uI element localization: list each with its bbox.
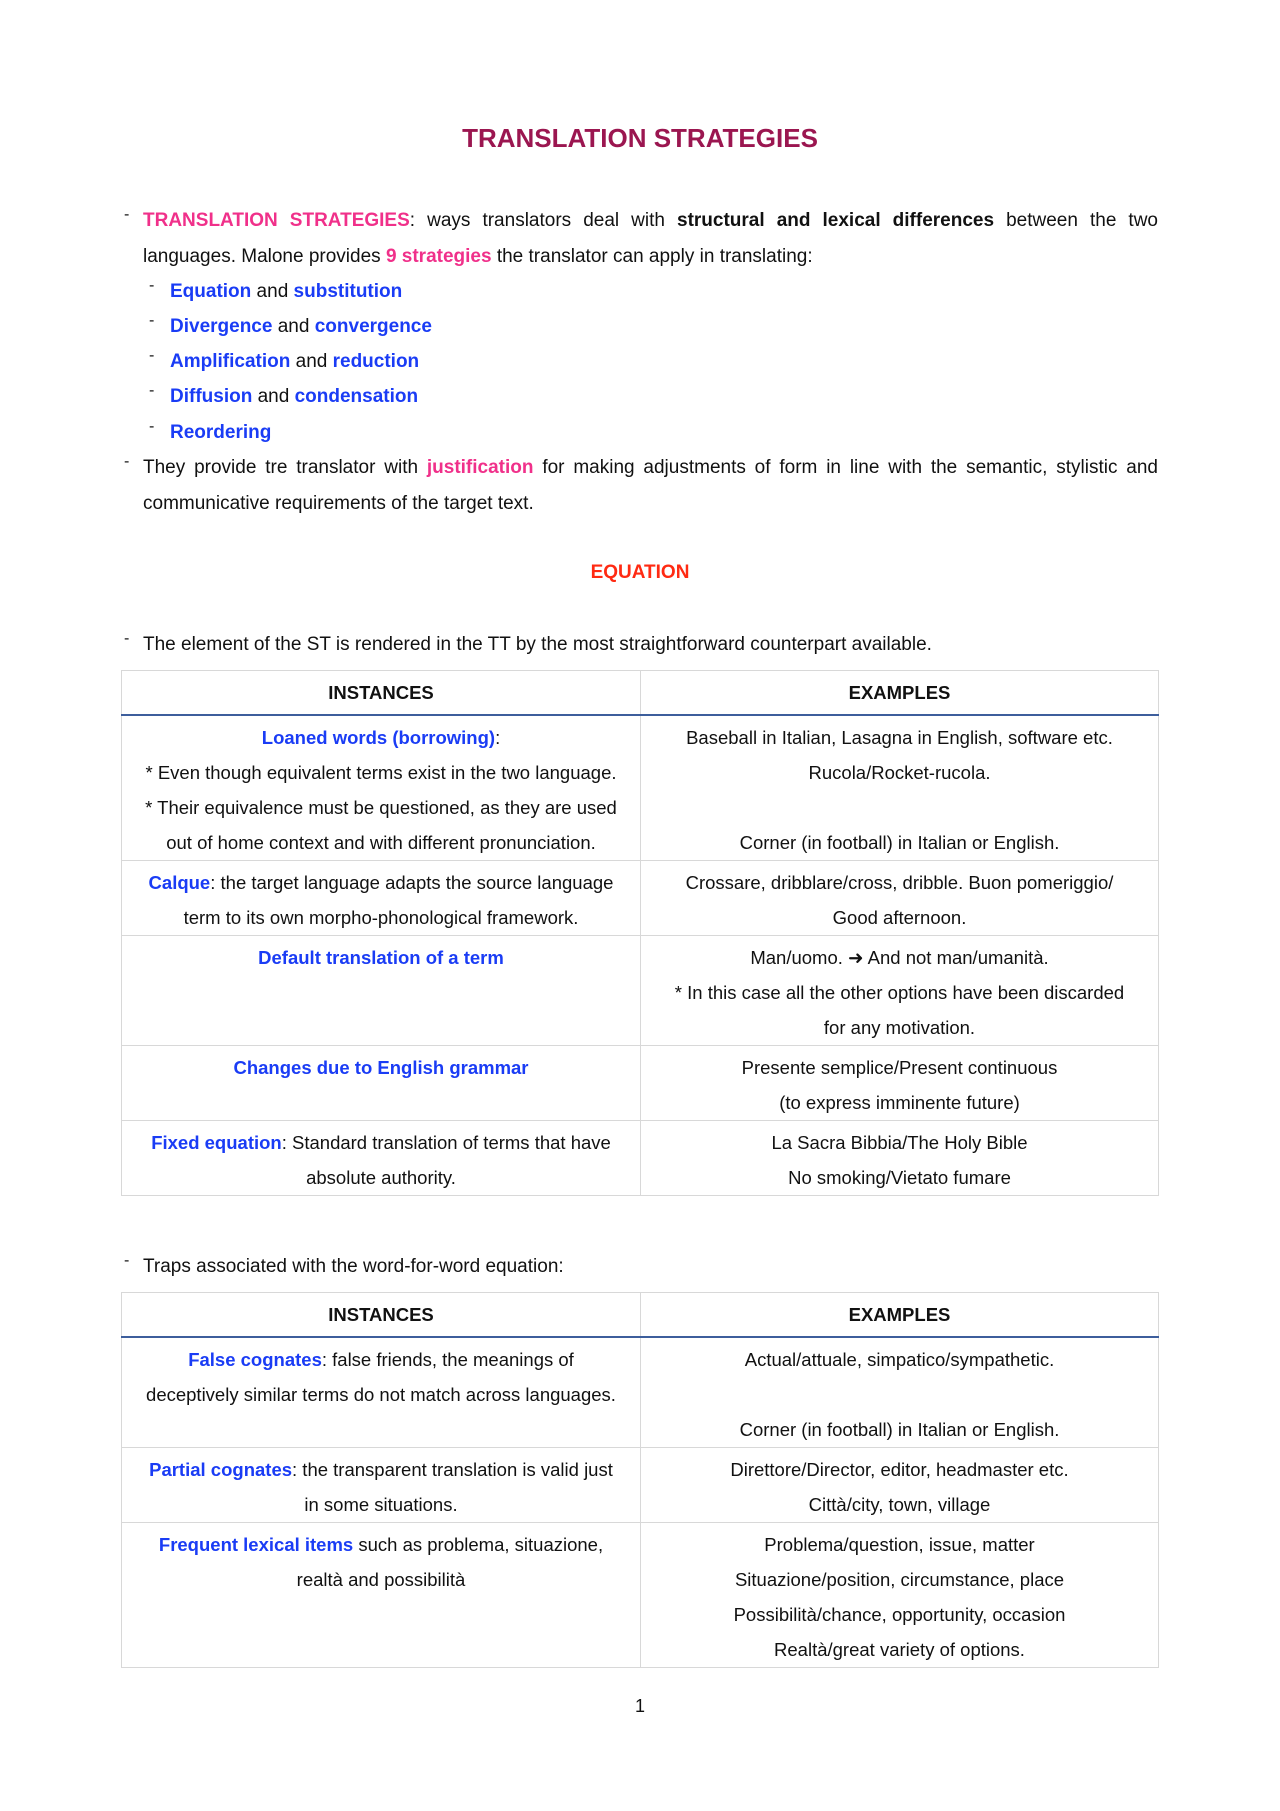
blank-line (126, 975, 636, 1010)
term-highlight: Fixed equation (151, 1132, 282, 1153)
term-highlight: Loaned words (borrowing) (261, 727, 496, 748)
instance-cell (122, 1523, 641, 1668)
example-cell (641, 1448, 1159, 1523)
cell-line (126, 1050, 636, 1085)
text-segment: Corner (in football) in Italian or English. (739, 832, 1060, 853)
text-segment: : the target language adapts the source language (210, 872, 614, 893)
cell-line (645, 1597, 1154, 1632)
cell-line (126, 1342, 636, 1377)
cell-line (645, 1527, 1154, 1562)
text-segment: and (251, 281, 294, 302)
intro-bullet-1-cont (143, 239, 1158, 274)
instance-cell (122, 1448, 641, 1523)
term-highlight: reduction (332, 351, 420, 372)
text-segment: (to express imminente future) (779, 1092, 1020, 1113)
cell-line (645, 1010, 1154, 1045)
cell-line (645, 1085, 1154, 1120)
instance-cell (122, 861, 641, 936)
cell-line (126, 900, 636, 935)
intro-bullet-1 (124, 203, 1158, 238)
text-segment: Problema/question, issue, matter (764, 1534, 1035, 1555)
cell-line (645, 1125, 1154, 1160)
instance-cell (122, 1046, 641, 1121)
cell-line (126, 1377, 636, 1412)
blank-line (126, 1010, 636, 1045)
equation-instances-table (121, 670, 1159, 1196)
cell-line (126, 755, 636, 790)
bullet-dash: - (149, 312, 155, 329)
text-segment: Città/city, town, village (808, 1494, 991, 1515)
traps-bullet-text: Traps associated with the word-for-word equation: (143, 1256, 564, 1277)
blank-line (126, 1412, 636, 1447)
cell-line (645, 1160, 1154, 1195)
key-highlight: justification (426, 457, 534, 478)
term-highlight: Equation (170, 281, 252, 302)
text-segment: Good afternoon. (832, 907, 967, 928)
text-segment: for any motivation. (823, 1017, 976, 1038)
cell-line (645, 975, 1154, 1010)
bullet-dash: - (124, 206, 130, 223)
text-segment: Crossare, dribblare/cross, dribble. Buon pomeriggio/ (685, 872, 1114, 893)
strategy-item (149, 379, 1185, 414)
text-segment: Man/uomo. ➜ And not man/umanità. (750, 947, 1049, 968)
bullet-dash: - (149, 277, 155, 294)
example-cell (641, 1046, 1159, 1121)
text-segment: Direttore/Director, editor, headmaster etc. (730, 1459, 1069, 1480)
text-segment: between the two (994, 210, 1158, 231)
traps-table (121, 1292, 1159, 1668)
text-segment: such as problema, situazione, (353, 1534, 604, 1555)
equation-bullet-text: The element of the ST is rendered in the TT by the most straightforward counterpart available. (143, 634, 932, 655)
term-highlight: Divergence (170, 316, 273, 337)
text-segment: Baseball in Italian, Lasagna in English, software etc. (686, 727, 1113, 748)
term-highlight: Diffusion (170, 386, 253, 407)
text-segment: out of home context and with different pronunciation. (166, 832, 596, 853)
equation-bullet (124, 627, 1158, 662)
example-cell (641, 1337, 1159, 1448)
text-segment: La Sacra Bibbia/The Holy Bible (771, 1132, 1028, 1153)
text-segment: They provide tre translator with (143, 457, 427, 478)
term-highlight: Changes due to English grammar (233, 1057, 529, 1078)
term-highlight: Amplification (170, 351, 291, 372)
cell-line (645, 720, 1154, 755)
text-segment: realtà and possibilità (296, 1569, 466, 1590)
cell-line (126, 1487, 636, 1522)
text-segment: : the transparent translation is valid just (292, 1459, 613, 1480)
column-header: INSTANCES (122, 1293, 641, 1338)
text-segment: for making adjustments of form in line with the semantic, stylistic and (533, 457, 1158, 478)
text-segment: Situazione/position, circumstance, place (734, 1569, 1065, 1590)
blank-line (126, 1085, 636, 1120)
cell-line (645, 1050, 1154, 1085)
cell-line (645, 1412, 1154, 1447)
strategy-item (149, 415, 1185, 450)
cell-line (126, 865, 636, 900)
cell-line (645, 900, 1154, 935)
cell-line (645, 1342, 1154, 1377)
text-segment: Corner (in football) in Italian or English. (739, 1419, 1060, 1440)
text-segment: : (495, 727, 501, 748)
text-segment: No smoking/Vietato fumare (788, 1167, 1011, 1188)
text-segment: Possibilità/chance, opportunity, occasion (733, 1604, 1066, 1625)
table-row (122, 1448, 1159, 1523)
traps-bullet (124, 1249, 1158, 1284)
bullet-dash: - (149, 418, 155, 435)
term-highlight: substitution (293, 281, 403, 302)
text-segment: Realtà/great variety of options. (774, 1639, 1025, 1660)
intro-bullet-2 (124, 450, 1158, 485)
example-cell (641, 936, 1159, 1046)
page-number: 1 (634, 1696, 645, 1716)
blank-line (126, 1597, 636, 1632)
table-row (122, 861, 1159, 936)
intro-bullet-2-cont (143, 486, 1158, 521)
strategy-item (149, 344, 1185, 379)
key-highlight: TRANSLATION STRATEGIES (143, 210, 410, 231)
term-highlight: Default translation of a term (258, 947, 504, 968)
cell-line (645, 755, 1154, 790)
blank-line (645, 1377, 1154, 1412)
bullet-dash: - (124, 630, 130, 647)
cell-line (645, 825, 1154, 860)
table-row (122, 1523, 1159, 1668)
text-segment: absolute authority. (306, 1167, 456, 1188)
strategy-item (149, 274, 1185, 309)
table-header-row (122, 1293, 1159, 1338)
table-row (122, 1121, 1159, 1196)
cell-line (126, 790, 636, 825)
term-highlight: False cognates (188, 1349, 322, 1370)
text-segment: and (252, 386, 295, 407)
text-segment: : false friends, the meanings of (321, 1349, 574, 1370)
text-segment: : Standard translation of terms that have (281, 1132, 611, 1153)
text-segment: Rucola/Rocket-rucola. (808, 762, 991, 783)
cell-line (126, 720, 636, 755)
cell-line (126, 1452, 636, 1487)
table-row (122, 1046, 1159, 1121)
bold-text: structural and lexical differences (677, 210, 995, 231)
cell-line (126, 1125, 636, 1160)
table-row (122, 936, 1159, 1046)
text-segment: and (272, 316, 315, 337)
cell-line (126, 825, 636, 860)
strategy-item (149, 309, 1185, 344)
text-segment: and (290, 351, 333, 372)
bullet-dash: - (124, 1252, 130, 1269)
cell-line (645, 1487, 1154, 1522)
text-segment: Actual/attuale, simpatico/sympathetic. (744, 1349, 1055, 1370)
key-highlight: 9 strategies (385, 246, 492, 267)
bullet-dash: - (124, 453, 130, 470)
cell-line (126, 1160, 636, 1195)
example-cell (641, 715, 1159, 861)
cell-line (126, 1562, 636, 1597)
text-segment: * In this case all the other options have been discarded (674, 982, 1125, 1003)
blank-line (645, 790, 1154, 825)
example-cell (641, 1121, 1159, 1196)
text-segment: the translator can apply in translating: (491, 246, 813, 267)
bullet-dash: - (149, 382, 155, 399)
instance-cell (122, 1337, 641, 1448)
table-row (122, 1337, 1159, 1448)
text-segment: in some situations. (304, 1494, 458, 1515)
text-segment: : ways translators deal with (409, 210, 678, 231)
cell-line (126, 1527, 636, 1562)
cell-line (645, 1562, 1154, 1597)
term-highlight: condensation (294, 386, 419, 407)
text-segment: * Their equivalence must be questioned, as they are used (145, 797, 617, 818)
text-segment: term to its own morpho-phonological framework. (183, 907, 579, 928)
cell-line (645, 940, 1154, 975)
text-segment: Presente semplice/Present continuous (741, 1057, 1058, 1078)
text-segment: deceptively similar terms do not match across languages. (146, 1384, 616, 1405)
instance-cell (122, 936, 641, 1046)
cell-line (645, 865, 1154, 900)
cell-line (126, 940, 636, 975)
cell-line (645, 1452, 1154, 1487)
instance-cell (122, 715, 641, 861)
example-cell (641, 861, 1159, 936)
page-title: TRANSLATION STRATEGIES (462, 123, 818, 153)
column-header: EXAMPLES (641, 1293, 1159, 1338)
cell-line (645, 1632, 1154, 1667)
term-highlight: Partial cognates (149, 1459, 293, 1480)
term-highlight: convergence (314, 316, 432, 337)
section-heading-equation: EQUATION (590, 562, 690, 583)
table-header-row (122, 671, 1159, 716)
term-highlight: Frequent lexical items (158, 1534, 354, 1555)
term-highlight: Calque (148, 872, 211, 893)
instance-cell (122, 1121, 641, 1196)
blank-line (126, 1632, 636, 1667)
table-row (122, 715, 1159, 861)
column-header: EXAMPLES (641, 671, 1159, 716)
text-segment: languages. Malone provides (143, 246, 386, 267)
text-segment: communicative requirements of the target text. (143, 493, 534, 514)
example-cell (641, 1523, 1159, 1668)
column-header: INSTANCES (122, 671, 641, 716)
term-highlight: Reordering (170, 422, 272, 443)
bullet-dash: - (149, 347, 155, 364)
text-segment: * Even though equivalent terms exist in the two language. (145, 762, 617, 783)
